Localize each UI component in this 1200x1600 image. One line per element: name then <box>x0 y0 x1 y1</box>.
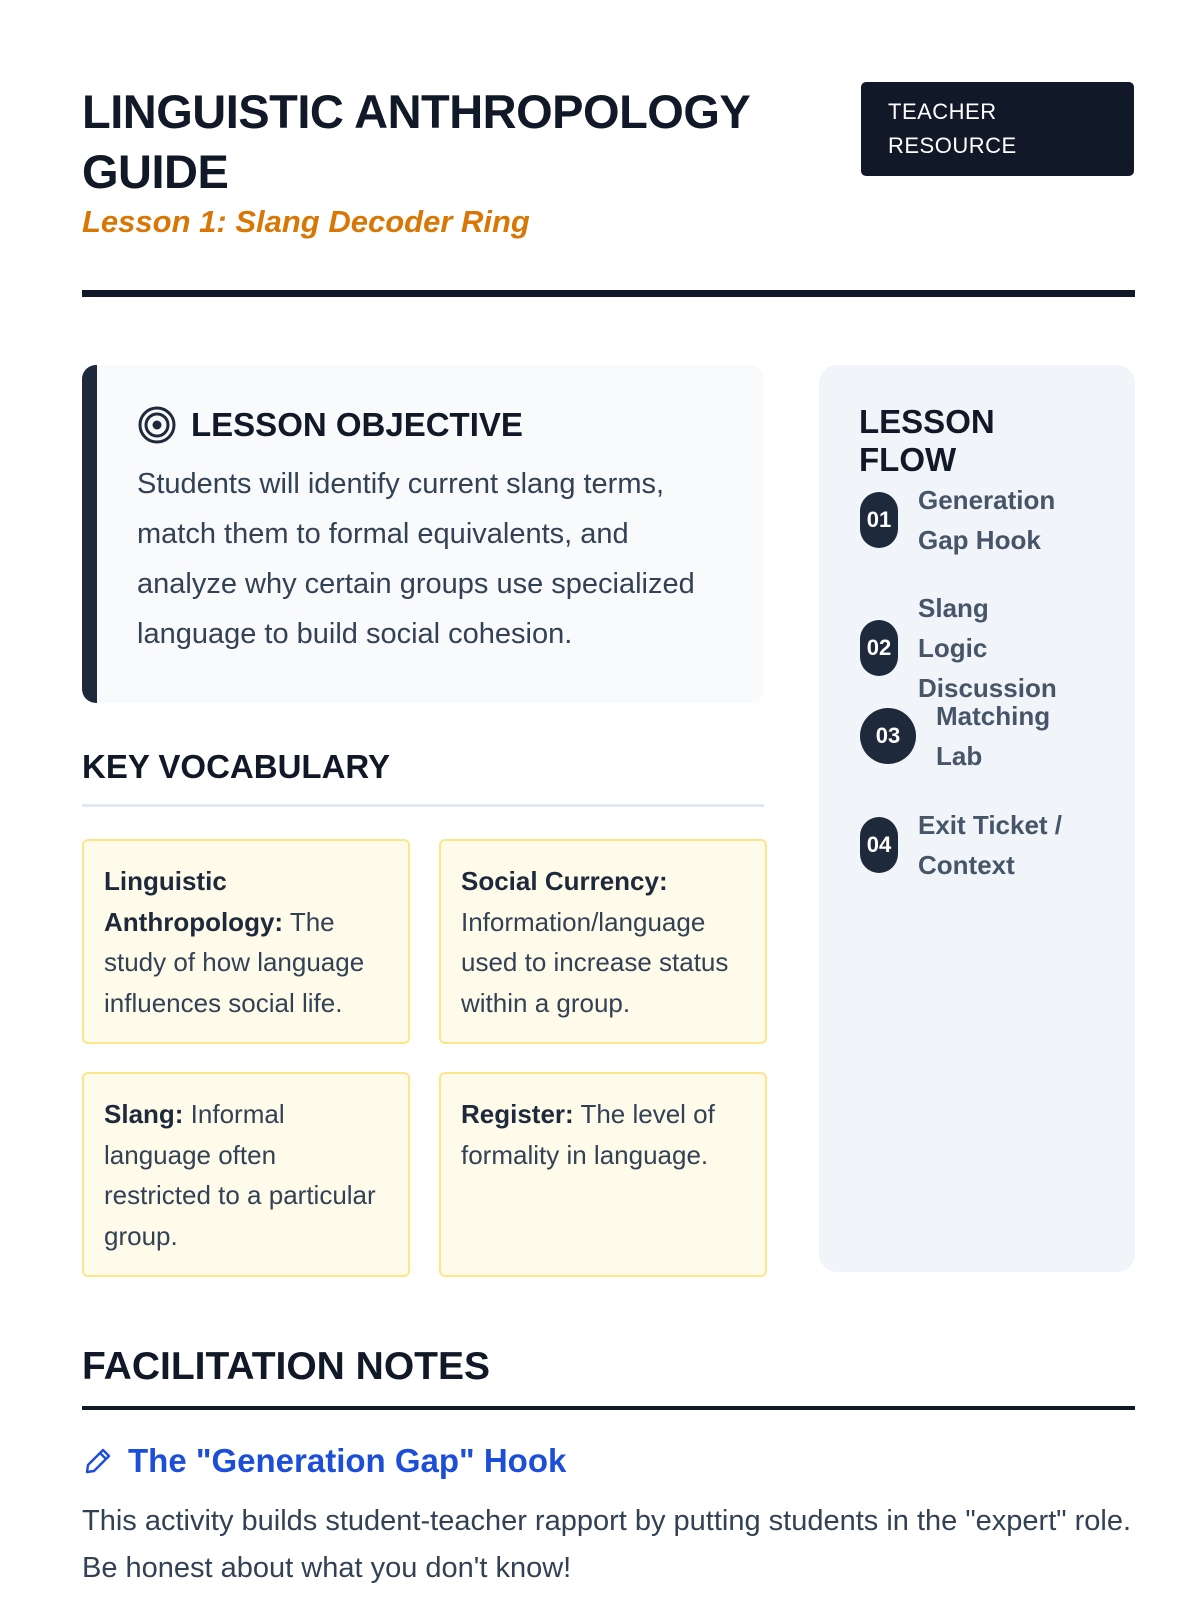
vocab-term: Linguistic Anthropology: <box>104 866 284 937</box>
step-label: Slang Logic Discussion <box>918 593 1057 703</box>
step-number: 04 <box>860 817 898 873</box>
vocab-definition: The level of formality in language. <box>461 1099 715 1170</box>
vocabulary-title: KEY VOCABULARY <box>82 748 391 785</box>
flow-step-2 <box>860 588 1060 708</box>
vocab-term: Social Currency: <box>461 866 668 896</box>
vocab-definition: Informal language often restricted to a particular group. <box>104 1099 376 1251</box>
vocab-card-linguistic-anthropology <box>82 839 410 1044</box>
lesson-flow-title: LESSON FLOW <box>859 403 995 478</box>
objective-title: LESSON OBJECTIVE <box>191 406 523 443</box>
vocab-definition: The study of how language influences social life. <box>104 906 365 1018</box>
objective-text: Students will identify current slang terms, match them to formal equivalents, and analyze why certain groups use specialized language to build social cohesion. <box>137 468 695 650</box>
hook-text: This activity builds student-teacher rapport by putting students in the "expert" role. Be honest about what you don't know! <box>82 1505 1132 1584</box>
vocab-card-register <box>439 1072 767 1277</box>
vocab-term: Slang: <box>104 1099 184 1129</box>
notes-divider <box>82 1406 1135 1410</box>
objective-heading <box>137 405 724 445</box>
hook-title: The "Generation Gap" Hook <box>128 1442 567 1479</box>
step-number: 03 <box>860 708 916 764</box>
step-label: Generation Gap Hook <box>918 485 1056 555</box>
target-icon <box>137 405 177 445</box>
facilitation-notes-title: FACILITATION NOTES <box>82 1345 491 1388</box>
step-label: Matching Lab <box>936 701 1051 771</box>
hook-heading <box>82 1442 566 1480</box>
lesson-objective-box <box>82 365 764 703</box>
vocab-card-slang <box>82 1072 410 1277</box>
step-number: 01 <box>860 492 898 548</box>
header-divider <box>82 290 1135 297</box>
teacher-resource-badge: TEACHER RESOURCE <box>861 82 1134 176</box>
step-label: Exit Ticket / Context <box>918 810 1063 880</box>
lesson-subtitle: Lesson 1: Slang Decoder Ring <box>82 204 530 239</box>
vocabulary-divider <box>82 804 764 807</box>
vocab-term: Register: <box>461 1099 574 1129</box>
vocab-card-social-currency <box>439 839 767 1044</box>
flow-step-3 <box>860 696 1060 776</box>
flow-step-4 <box>860 805 1075 885</box>
vocab-definition: Information/language used to increase status within a group. <box>461 906 729 1018</box>
pen-icon <box>82 1445 114 1477</box>
page-title: LINGUISTIC ANTHROPOLOGY GUIDE <box>82 85 750 198</box>
step-number: 02 <box>860 620 898 676</box>
flow-step-1 <box>860 480 1060 560</box>
